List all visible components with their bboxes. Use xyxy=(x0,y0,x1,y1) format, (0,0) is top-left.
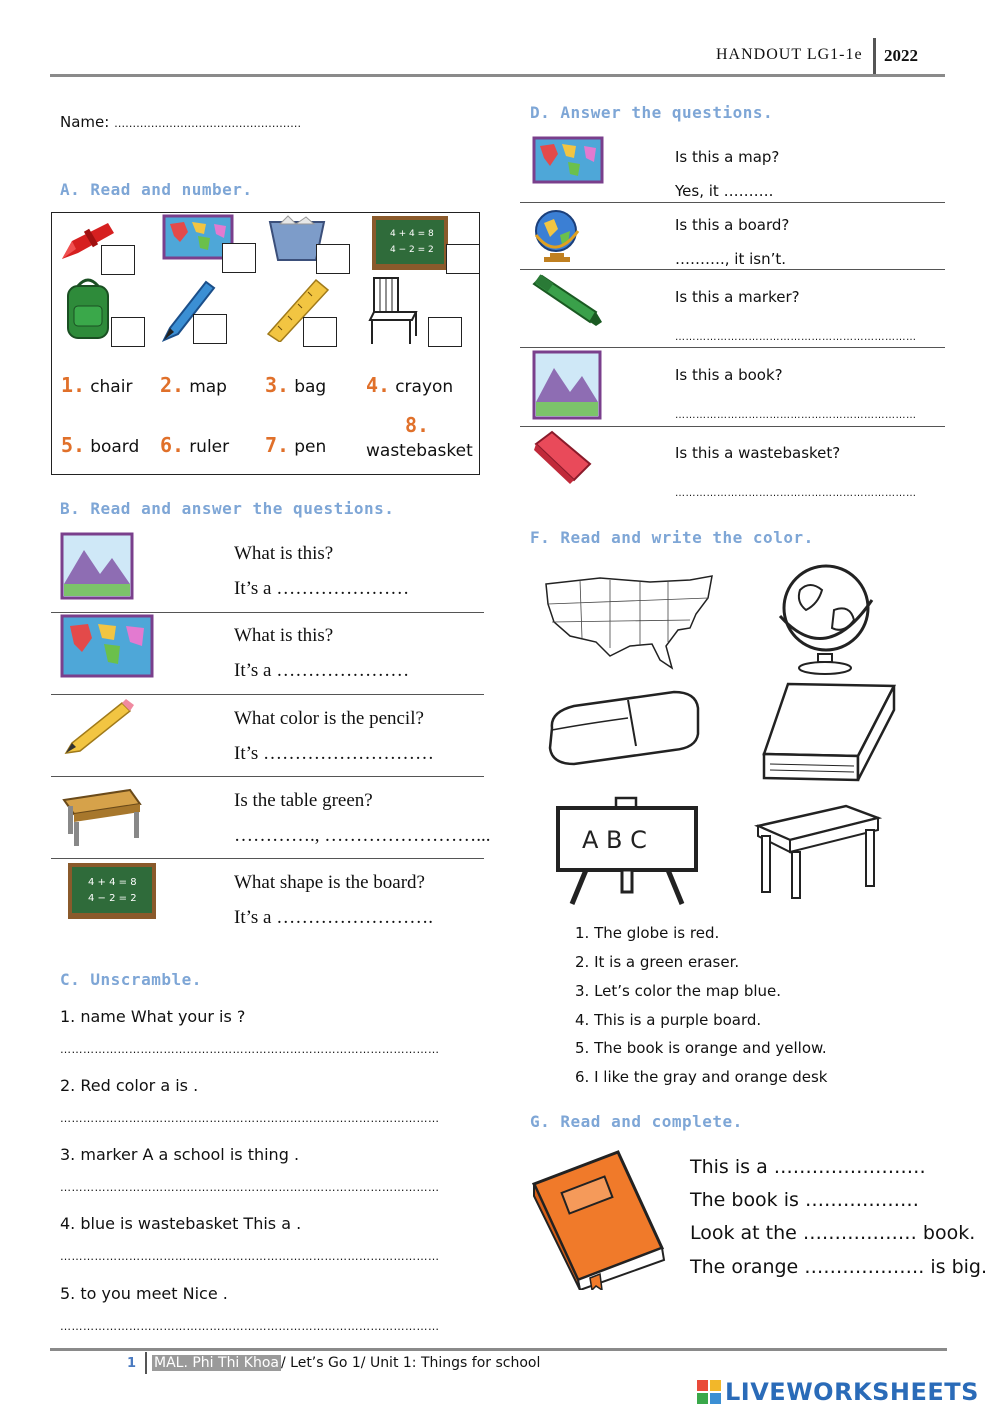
b-divider-4 xyxy=(51,858,484,859)
d3-answer[interactable]: …………………………………………………………… xyxy=(675,332,917,343)
svg-text:4 − 2 = 2: 4 − 2 = 2 xyxy=(88,893,137,904)
b1-answer[interactable]: It’s a ………………… xyxy=(234,578,410,599)
footer-author: MAL. Phi Thi Khoa xyxy=(154,1355,279,1371)
b3-question: What color is the pencil? xyxy=(234,708,424,729)
eraser-outline xyxy=(544,688,704,776)
landscape-image-b1 xyxy=(60,532,134,600)
header-divider xyxy=(873,38,876,74)
handout-year: 2022 xyxy=(884,46,918,65)
orange-book-image xyxy=(530,1148,666,1290)
section-a-title: A. Read and number. xyxy=(60,180,253,199)
c3-item: 3. marker A a school is thing . xyxy=(60,1145,300,1164)
b2-answer[interactable]: It’s a ………………… xyxy=(234,660,410,681)
svg-text:4 + 4 = 8: 4 + 4 = 8 xyxy=(88,877,137,888)
word-7: 7. pen xyxy=(265,433,327,457)
board-image-b5 xyxy=(66,861,158,921)
word-3: 3. bag xyxy=(265,373,327,397)
b5-question: What shape is the board? xyxy=(234,872,425,893)
d-divider-4 xyxy=(520,426,945,427)
g-line-2[interactable]: The book is ……………… xyxy=(690,1189,919,1211)
d1-question: Is this a map? xyxy=(675,148,780,166)
color-sentence-3: 3. Let’s color the map blue. xyxy=(575,982,782,1000)
name-field[interactable]: …………………………………………… xyxy=(114,117,302,130)
book-outline xyxy=(758,676,898,788)
word-6: 6. ruler xyxy=(160,433,230,457)
desk-outline xyxy=(752,800,882,900)
color-sentence-4: 4. This is a purple board. xyxy=(575,1011,762,1029)
b-divider-3 xyxy=(51,776,484,777)
board-letters: A B C xyxy=(582,826,647,854)
liveworksheets-logo-text: LIVEWORKSHEETS xyxy=(725,1378,979,1406)
number-box-4[interactable] xyxy=(446,244,480,274)
d-divider-1 xyxy=(520,202,945,203)
c2-item: 2. Red color a is . xyxy=(60,1076,199,1095)
usa-map-outline xyxy=(540,568,718,676)
footer-text xyxy=(152,1355,540,1371)
svg-text:4 + 4 = 8: 4 + 4 = 8 xyxy=(390,229,434,239)
eraser-image-d5 xyxy=(532,428,594,486)
b3-answer[interactable]: It’s ……………………… xyxy=(234,743,435,764)
b4-answer[interactable]: …………., ……………………... xyxy=(234,825,491,846)
d4-question: Is this a book? xyxy=(675,366,783,384)
number-box-8[interactable] xyxy=(428,317,462,347)
word-4: 4. crayon xyxy=(366,373,454,397)
section-f-title: F. Read and write the color. xyxy=(530,528,814,547)
number-box-6[interactable] xyxy=(193,314,227,344)
c5-answer-line[interactable]: ……………………………………………………………………………………… xyxy=(60,1320,440,1333)
footer-divider xyxy=(145,1352,147,1374)
number-box-2[interactable] xyxy=(222,243,256,273)
table-image xyxy=(60,784,144,850)
b-divider-1 xyxy=(51,612,484,613)
word-8-number: 8. xyxy=(405,413,430,437)
word-5: 5. board xyxy=(61,433,140,457)
footer-course: / Let’s Go 1/ Unit 1: Things for school xyxy=(280,1355,541,1371)
footer-page-number: 1 xyxy=(127,1356,137,1371)
word-1: 1. chair xyxy=(61,373,133,397)
number-box-7[interactable] xyxy=(303,317,337,347)
chair-image xyxy=(366,274,422,346)
name-line xyxy=(60,113,301,131)
c5-item: 5. to you meet Nice . xyxy=(60,1284,228,1303)
footer-rule xyxy=(50,1348,947,1351)
b5-answer[interactable]: It’s a ……………………. xyxy=(234,907,433,928)
section-d-title: D. Answer the questions. xyxy=(530,103,774,122)
d-divider-2 xyxy=(520,269,945,270)
d1-answer[interactable]: Yes, it ………. xyxy=(675,182,774,200)
c4-item: 4. blue is wastebasket This a . xyxy=(60,1214,302,1233)
section-g-title: G. Read and complete. xyxy=(530,1112,743,1131)
color-sentence-2: 2. It is a green eraser. xyxy=(575,953,740,971)
bag-image xyxy=(62,276,114,342)
b-divider-2 xyxy=(51,694,484,695)
d2-answer[interactable]: ………., it isn’t. xyxy=(675,250,787,268)
pencil-image xyxy=(62,697,136,757)
map-image-b2 xyxy=(60,614,154,678)
color-sentence-6: 6. I like the gray and orange desk xyxy=(575,1068,828,1086)
c4-answer-line[interactable]: ……………………………………………………………………………………… xyxy=(60,1250,440,1263)
d2-question: Is this a board? xyxy=(675,216,790,234)
marker-image-d3 xyxy=(530,272,604,328)
g-line-4[interactable]: The orange ………………. is big. xyxy=(690,1256,988,1278)
d-divider-3 xyxy=(520,347,945,348)
g-line-1[interactable]: This is a …………………… xyxy=(690,1156,926,1178)
c1-answer-line[interactable]: ……………………………………………………………………………………… xyxy=(60,1043,440,1056)
liveworksheets-logo[interactable] xyxy=(697,1378,979,1406)
d5-answer[interactable]: …………………………………………………………… xyxy=(675,488,917,499)
name-label: Name: xyxy=(60,113,110,131)
number-box-1[interactable] xyxy=(101,245,135,275)
number-box-5[interactable] xyxy=(111,317,145,347)
word-2: 2. map xyxy=(160,373,227,397)
section-b-title: B. Read and answer the questions. xyxy=(60,499,395,518)
b2-question: What is this? xyxy=(234,625,334,646)
header-rule xyxy=(50,74,945,77)
color-sentence-1: 1. The globe is red. xyxy=(575,924,720,942)
word-8-label: wastebasket xyxy=(366,441,473,461)
d4-answer[interactable]: …………………………………………………………… xyxy=(675,410,917,421)
color-sentence-5: 5. The book is orange and yellow. xyxy=(575,1039,827,1057)
b1-question: What is this? xyxy=(234,543,334,564)
d5-question: Is this a wastebasket? xyxy=(675,444,841,462)
landscape-image-d4 xyxy=(532,350,602,420)
globe-image-d2 xyxy=(530,205,586,265)
liveworksheets-logo-icon xyxy=(697,1380,721,1404)
number-box-3[interactable] xyxy=(316,244,350,274)
map-image-d1 xyxy=(532,136,604,184)
c3-answer-line[interactable]: ……………………………………………………………………………………… xyxy=(60,1181,440,1194)
handout-label: HANDOUT LG1-1e xyxy=(716,46,863,63)
g-line-3[interactable]: Look at the ……………… book. xyxy=(690,1222,976,1244)
board-image-a xyxy=(370,214,450,272)
c1-item: 1. name What your is ? xyxy=(60,1007,246,1026)
globe-outline xyxy=(770,560,886,676)
d3-question: Is this a marker? xyxy=(675,288,800,306)
board-outline xyxy=(552,796,702,908)
c2-answer-line[interactable]: ……………………………………………………………………………………… xyxy=(60,1112,440,1125)
b4-question: Is the table green? xyxy=(234,790,373,811)
section-c-title: C. Unscramble. xyxy=(60,970,202,989)
svg-text:4 − 2 = 2: 4 − 2 = 2 xyxy=(390,245,434,255)
